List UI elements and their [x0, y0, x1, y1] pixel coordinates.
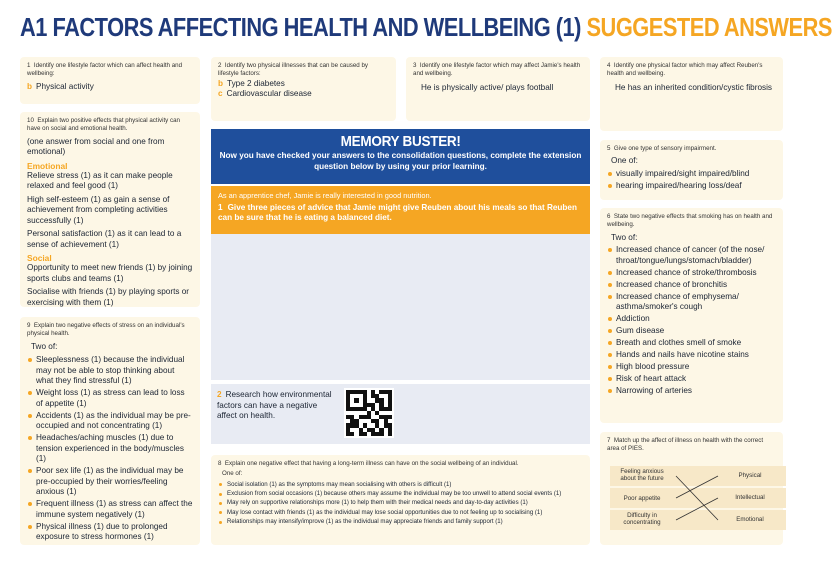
question-1-text: 1 Identify one lifestyle factor which can affect health and wellbeing: [27, 62, 183, 78]
title-accent: SUGGESTED ANSWERS [586, 12, 832, 42]
list-item: Gum disease [607, 326, 776, 337]
page-title [20, 12, 832, 46]
list-item: May lose contact with friends (1) as the individual may lose social opportunities due to not feeling up to socialising (1) [218, 509, 583, 517]
list-item: Frequent illness (1) as stress can affect the immune system negatively (1) [27, 499, 193, 520]
question-1-card [20, 57, 200, 104]
memory-buster-heading: MEMORY BUSTER! [340, 133, 461, 150]
question-9-lead: Two of: [31, 341, 58, 351]
question-9-list [27, 355, 193, 543]
pies-left-item: Feeling anxious about the future [620, 468, 664, 483]
question-3-card [406, 57, 590, 121]
question-4-text: 4 Identify one physical factor which may affect Reuben's health and wellbeing. [607, 62, 763, 78]
social-point: Opportunity to meet new friends (1) by joining sports clubs and teams (1) [27, 263, 193, 283]
emotional-point: Relieve stress (1) as it can make people relaxed and feel good (1) [27, 170, 173, 191]
list-item: Accidents (1) as the individual may be pre-occupied and not concentrating (1) [27, 411, 193, 432]
social-heading: Social [27, 253, 52, 264]
list-item: High blood pressure [607, 362, 776, 373]
list-item: Weight loss (1) as stress can lead to loss of appetite (1) [27, 388, 193, 409]
question-9-card [20, 317, 200, 545]
list-item: Social isolation (1) as the symptoms may mean socialising with others is difficult (1) [218, 481, 583, 489]
question-4-card [600, 57, 783, 131]
question-8-list [218, 481, 583, 526]
question-10-text: 10 Explain two positive effects that physical activity can have on social and emotional health. [27, 117, 180, 133]
question-6-text: 6 State two negative effects that smoking has on health and wellbeing. [607, 213, 773, 229]
pies-right-item: Emotional [736, 516, 764, 523]
question-7-text: 7 Match up the affect of illness on health with the correct area of PIES. [607, 437, 764, 453]
question-2-card [211, 57, 396, 121]
question-6-list [607, 245, 776, 397]
question-10-card [20, 112, 200, 307]
extension-question [211, 186, 590, 234]
qr-code-icon [344, 388, 394, 438]
pies-left-item: Difficulty in concentrating [623, 512, 661, 527]
list-item: Relationships may intensify/improve (1) as the individual may appreciate friends and family support (1) [218, 518, 583, 526]
title-main: A1 FACTORS AFFECTING HEALTH AND WELLBEING (1) [20, 12, 581, 42]
list-item: Sleeplessness (1) because the individual may not be able to stop thinking about what they find stressful (1) [27, 355, 193, 387]
question-3-answer: He is physically active/ plays football [421, 82, 554, 92]
question-7-card [600, 432, 783, 545]
question-2-answer-b: b Type 2 diabetes [218, 78, 285, 88]
question-5-list [607, 169, 776, 192]
research-question [211, 384, 590, 444]
list-item: Breath and clothes smell of smoke [607, 338, 776, 349]
list-item: Exclusion from social occasions (1) because others may assume the individual may be too unwell to attend social events (1) [218, 490, 583, 498]
question-8-text: 8 Explain one negative effect that having a long-term illness can have on the social wellbeing of an individual. [218, 460, 519, 467]
memory-buster-text: Now you have checked your answers to the consolidation questions, complete the extension question below by using your prior learning. [219, 151, 582, 171]
pies-right-item: Intellectual [735, 494, 765, 501]
pies-left-item: Poor appetite [623, 495, 661, 502]
question-8-card [211, 455, 590, 545]
question-9-text: 9 Explain two negative effects of stress on an individual's physical health. [27, 322, 185, 338]
emotional-heading: Emotional [27, 160, 68, 171]
list-item: Addiction [607, 314, 776, 325]
question-2-text: 2 Identify two physical illnesses that can be caused by lifestyle factors: [218, 62, 368, 78]
matching-lines [610, 466, 786, 528]
question-10-note: (one answer from social and one from emotional) [27, 136, 165, 157]
list-item: Poor sex life (1) as the individual may be pre-occupied by their worries/feeling anxious (1) [27, 466, 193, 498]
list-item: Risk of heart attack [607, 374, 776, 385]
research-text: 2 Research how environmental factors can have a negative affect on health. [217, 390, 332, 421]
list-item: Increased chance of cancer (of the nose/ throat/tongue/lungs/stomach/bladder) [607, 245, 776, 266]
list-item: hearing impaired/hearing loss/deaf [607, 181, 776, 192]
question-5-card [600, 140, 783, 200]
social-point: Socialise with friends (1) by playing sports or exercising with them (1) [27, 287, 189, 307]
question-2-answer-c: c Cardiovascular disease [218, 89, 312, 99]
list-item: Narrowing of arteries [607, 386, 776, 397]
list-item: Hands and nails have nicotine stains [607, 350, 776, 361]
question-4-answer: He has an inherited condition/cystic fibrosis [615, 82, 773, 92]
question-3-text: 3 Identify one lifestyle factor which may affect Jamie's health and wellbeing. [413, 62, 581, 78]
list-item: Increased chance of bronchitis [607, 280, 776, 291]
question-8-lead: One of: [222, 470, 243, 478]
question-6-card [600, 208, 783, 423]
list-item: Headaches/aching muscles (1) due to tension experienced in the body/muscles (1) [27, 433, 193, 465]
list-item: May rely on supportive relationships more (1) to help them with their medical needs and day-to-day activities (1) [218, 499, 583, 507]
list-item: visually impaired/sight impaired/blind [607, 169, 776, 180]
pies-matching-diagram [610, 466, 786, 528]
emotional-point: High self-esteem (1) as gain a sense of achievement from completing activities successfully (1) [27, 194, 170, 225]
list-item: Increased chance of stroke/thrombosis [607, 268, 776, 279]
question-6-lead: Two of: [611, 232, 638, 242]
question-1-answer: b Physical activity [27, 81, 94, 91]
question-5-text: 5 Give one type of sensory impairment. [607, 145, 717, 152]
emotional-point: Personal satisfaction (1) as it can lead to a sense of achievement (1) [27, 229, 182, 249]
question-5-lead: One of: [611, 156, 638, 166]
answer-space [211, 234, 590, 380]
extension-task: 1 Give three pieces of advice that Jamie might give Reuben about his meals so that Reuben can be sure that he is eating a balanced diet. [218, 202, 577, 223]
list-item: Increased chance of emphysema/ asthma/smoker's cough [607, 292, 776, 313]
pies-right-item: Physical [738, 472, 762, 479]
list-item: Physical illness (1) due to prolonged exposure to stress hormones (1) [27, 522, 193, 543]
memory-buster-banner [211, 129, 590, 184]
extension-intro: As an apprentice chef, Jamie is really interested in good nutrition. [218, 191, 432, 200]
